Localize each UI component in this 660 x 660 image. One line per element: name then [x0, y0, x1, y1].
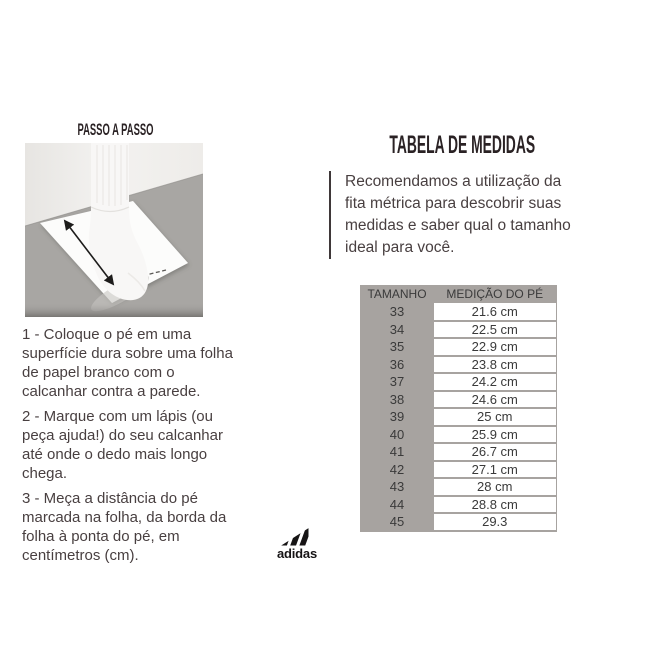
- size-value: 43: [360, 478, 434, 496]
- size-table: [360, 285, 557, 532]
- size-table-intro: Recomendamos a utilização da fita métrica para descobrir suas medidas e saber qual o tamanho ideal para você.: [329, 171, 573, 259]
- size-table-row: [360, 478, 556, 496]
- measurement-column-header: MEDIÇÃO DO PÉ: [446, 287, 544, 301]
- photo-bottom-shadow: [25, 303, 203, 317]
- step-2: 2 - Marque com um lápis (ou peça ajuda!) do seu calcanhar até onde o dedo mais longo chega.: [22, 408, 223, 482]
- adidas-three-stripes-icon: [281, 527, 311, 546]
- foot-measurement-value: 25.9 cm: [434, 426, 556, 444]
- size-table-row: [360, 496, 556, 514]
- size-value: 38: [360, 391, 434, 409]
- size-table-row: [360, 321, 556, 339]
- tabela-de-medidas-title: [331, 131, 567, 160]
- tabela-de-medidas-title-text: TABELA DE MEDIDAS: [389, 131, 536, 159]
- size-value: 41: [360, 443, 434, 461]
- foot-measurement-value: 25 cm: [434, 408, 556, 426]
- foot-measurement-value: 23.8 cm: [434, 356, 556, 374]
- step-3: 3 - Meça a distância do pé marcada na folha, da borda da folha à ponta do pé, em centímetros (cm).: [22, 490, 227, 564]
- size-value: 34: [360, 321, 434, 339]
- size-value: 45: [360, 513, 434, 531]
- size-value: 44: [360, 496, 434, 514]
- foot-measurement-value: 27.1 cm: [434, 461, 556, 479]
- size-value: 37: [360, 373, 434, 391]
- size-table-row: [360, 391, 556, 409]
- size-value: 35: [360, 338, 434, 356]
- size-table-row: [360, 303, 556, 321]
- foot-measurement-value: 22.9 cm: [434, 338, 556, 356]
- adidas-logo: [277, 527, 315, 560]
- foot-measurement-value: 29.3: [434, 513, 556, 531]
- passo-a-passo-title: [26, 120, 204, 140]
- size-value: 39: [360, 408, 434, 426]
- size-table-header-row: [360, 285, 556, 303]
- foot-measurement-photo: [25, 143, 203, 317]
- size-value: 36: [360, 356, 434, 374]
- adidas-wordmark: adidas: [277, 546, 317, 561]
- foot-measurement-illustration: [25, 143, 203, 317]
- size-table-row: [360, 461, 556, 479]
- size-table-row: [360, 356, 556, 374]
- size-value: 40: [360, 426, 434, 444]
- size-column-header: TAMANHO: [367, 287, 427, 301]
- step-1: 1 - Coloque o pé em uma superfície dura sobre uma folha de papel branco com o calcanhar contra a parede.: [22, 326, 233, 400]
- size-table-row: [360, 408, 556, 426]
- measurement-steps: [22, 325, 234, 571]
- size-table-row: [360, 513, 556, 531]
- foot-measurement-value: 26.7 cm: [434, 443, 556, 461]
- foot-measurement-value: 28.8 cm: [434, 496, 556, 514]
- foot-measurement-value: 21.6 cm: [434, 303, 556, 321]
- size-table-row: [360, 373, 556, 391]
- passo-a-passo-title-text: PASSO A PASSO: [76, 120, 154, 139]
- size-value: 42: [360, 461, 434, 479]
- size-value: 33: [360, 303, 434, 321]
- size-table-body: [360, 303, 556, 531]
- foot-measurement-value: 24.6 cm: [434, 391, 556, 409]
- size-table-row: [360, 426, 556, 444]
- size-table-row: [360, 338, 556, 356]
- foot-measurement-value: 24.2 cm: [434, 373, 556, 391]
- size-table-row: [360, 443, 556, 461]
- foot-measurement-value: 28 cm: [434, 478, 556, 496]
- foot-measurement-value: 22.5 cm: [434, 321, 556, 339]
